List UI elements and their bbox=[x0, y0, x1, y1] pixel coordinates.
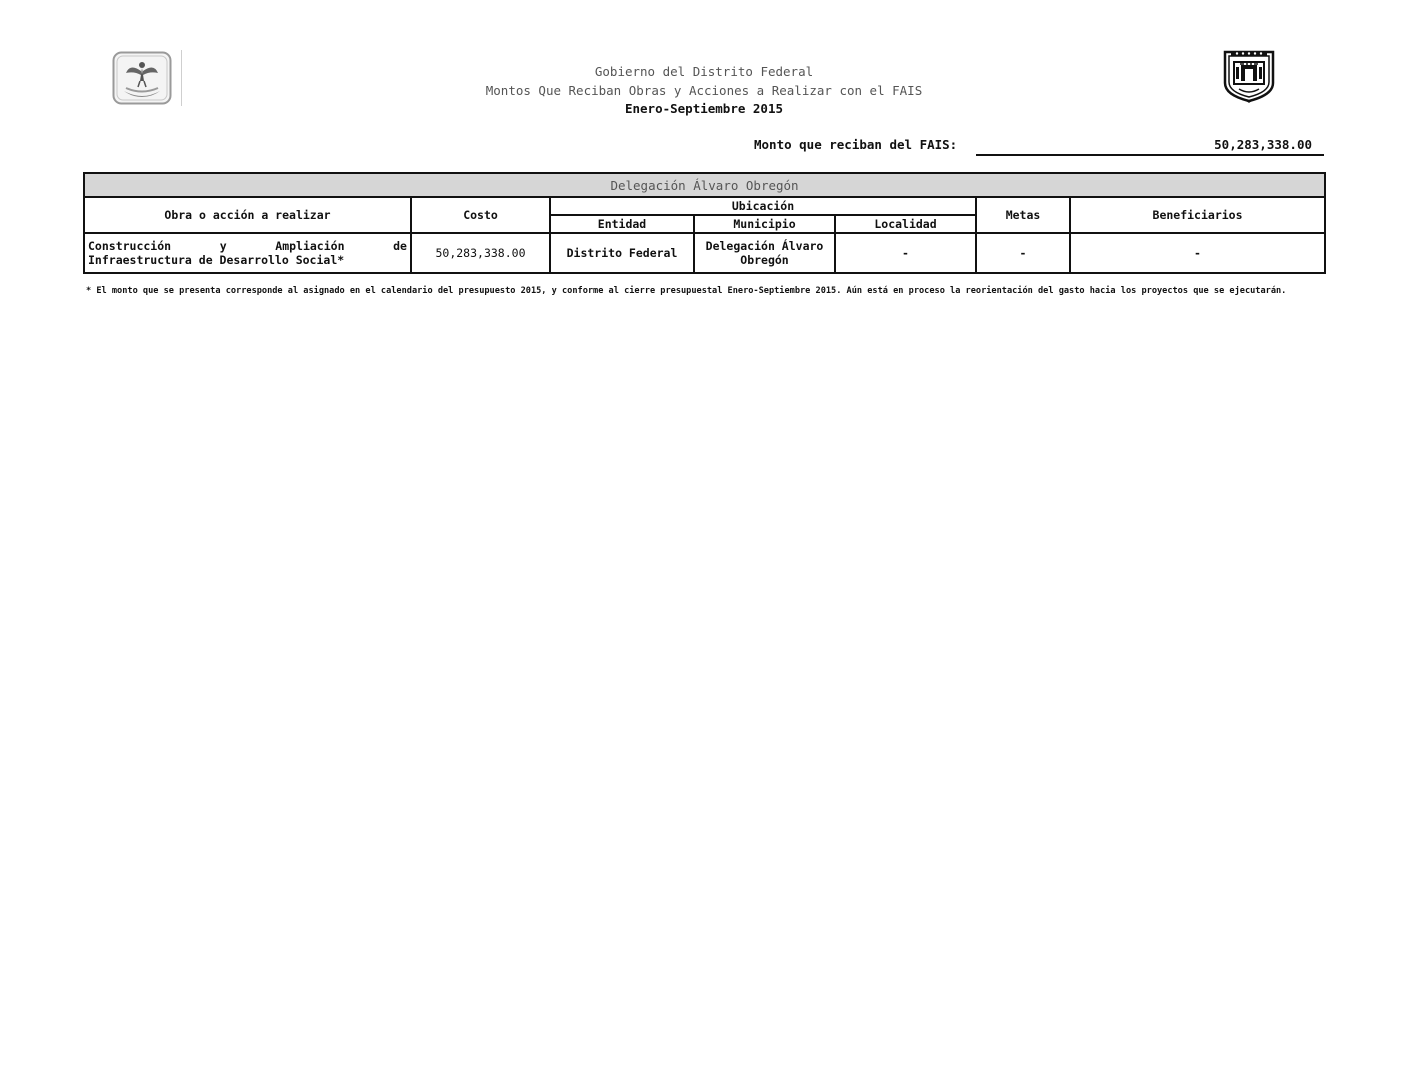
header-municipio: Municipio bbox=[694, 215, 835, 233]
header-ubicacion: Ubicación bbox=[550, 197, 976, 215]
header-entidad: Entidad bbox=[550, 215, 694, 233]
fais-table bbox=[83, 172, 1326, 274]
header-period: Enero-Septiembre 2015 bbox=[624, 101, 784, 116]
table-header-row bbox=[84, 197, 1325, 215]
header-metas: Metas bbox=[976, 197, 1070, 233]
monto-label: Monto que reciban del FAIS: bbox=[754, 137, 958, 152]
cell-municipio: Delegación Álvaro Obregón bbox=[694, 233, 835, 273]
cell-obra bbox=[84, 233, 411, 273]
header-report-title: Montos Que Reciban Obras y Acciones a Realizar con el FAIS bbox=[485, 83, 923, 98]
header-government: Gobierno del Distrito Federal bbox=[594, 64, 814, 79]
cell-entidad: Distrito Federal bbox=[550, 233, 694, 273]
cell-costo: 50,283,338.00 bbox=[411, 233, 550, 273]
obra-line-2: Infraestructura de Desarrollo Social* bbox=[88, 253, 345, 267]
obra-line-1: Construcción y Ampliación de bbox=[88, 239, 407, 253]
table-banner-row bbox=[84, 173, 1325, 197]
delegacion-banner: Delegación Álvaro Obregón bbox=[84, 173, 1325, 197]
cell-beneficiarios: - bbox=[1070, 233, 1325, 273]
header-obra: Obra o acción a realizar bbox=[84, 197, 411, 233]
monto-value: 50,283,338.00 bbox=[1214, 137, 1312, 152]
header-localidad: Localidad bbox=[835, 215, 976, 233]
header-beneficiarios: Beneficiarios bbox=[1070, 197, 1325, 233]
cell-localidad: - bbox=[835, 233, 976, 273]
monto-underline bbox=[976, 154, 1324, 156]
footnote: * El monto que se presenta corresponde al asignado en el calendario del presupuesto 2015, y conforme al cierre presupuestal Enero-Septiembre 2015. Aún está en proceso la reorientación del gasto hacia los proyectos que se ejecutarán. bbox=[86, 286, 1287, 296]
table-row bbox=[84, 233, 1325, 273]
header-costo: Costo bbox=[411, 197, 550, 233]
cell-metas: - bbox=[976, 233, 1070, 273]
